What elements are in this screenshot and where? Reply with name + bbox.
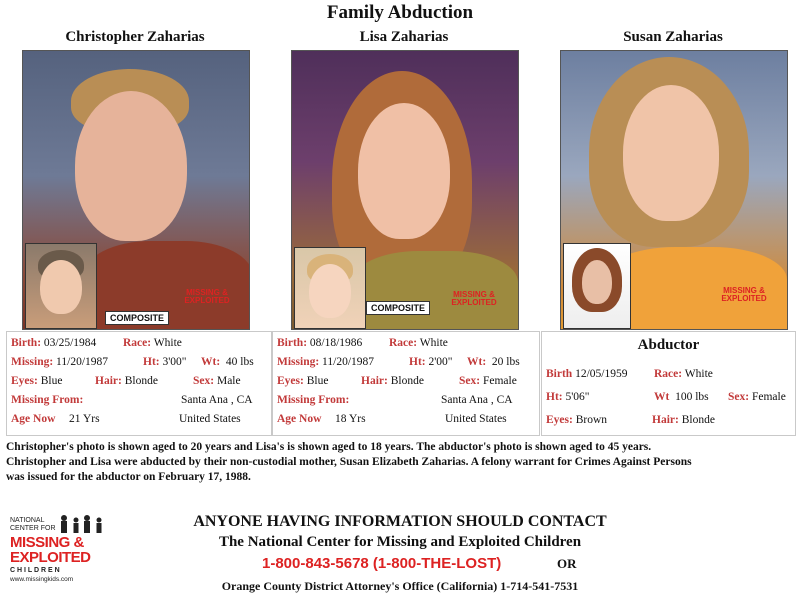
composite-label: COMPOSITE bbox=[366, 301, 430, 315]
birth-label: Birth: bbox=[277, 337, 308, 349]
race-value: White bbox=[684, 368, 713, 380]
abductor-heading: Abductor bbox=[637, 337, 700, 353]
height-value: 5'06" bbox=[565, 391, 590, 403]
sex-label: Sex: bbox=[459, 375, 481, 387]
logo-exploited-text: EXPLOITED bbox=[10, 549, 91, 566]
hair-value: Blonde bbox=[390, 375, 424, 387]
contact-district-attorney: Orange County District Attorney's Office (California) 1-714-541-7531 bbox=[221, 579, 579, 593]
inset-reference-photo-susan bbox=[563, 243, 631, 329]
eyes-value: Blue bbox=[40, 375, 63, 387]
missing-exploited-watermark: MISSING & EXPLOITED bbox=[451, 290, 497, 307]
missing-value: 11/20/1987 bbox=[56, 356, 109, 368]
ncmec-logo bbox=[10, 515, 120, 590]
height-label: Ht: bbox=[143, 356, 160, 368]
sex-value: Female bbox=[482, 375, 517, 387]
eyes-label: Eyes: bbox=[11, 375, 38, 387]
missing-label: Missing: bbox=[277, 356, 320, 368]
description-line-3: was issued for the abductor on February 17, 1988. bbox=[6, 471, 251, 483]
missing-exploited-watermark: MISSING & EXPLOITED bbox=[721, 286, 767, 303]
hair-label: Hair: bbox=[361, 375, 388, 387]
person-name-lisa: Lisa Zaharias bbox=[359, 29, 449, 45]
photo-susan-age-progressed bbox=[560, 50, 788, 330]
height-label: Ht: bbox=[546, 391, 563, 403]
poster-title: Family Abduction bbox=[326, 2, 474, 23]
logo-small-line-2: CENTER FOR bbox=[10, 525, 56, 532]
family-silhouette-icon bbox=[58, 515, 108, 535]
age-now-label: Age Now bbox=[11, 413, 56, 425]
contact-or: OR bbox=[557, 556, 577, 571]
logo-small-line-1: NATIONAL bbox=[10, 517, 45, 524]
missing-value: 11/20/1987 bbox=[322, 356, 375, 368]
race-label: Race: bbox=[654, 368, 683, 380]
age-now-label: Age Now bbox=[277, 413, 322, 425]
birth-value: 12/05/1959 bbox=[575, 368, 628, 380]
sex-value: Male bbox=[216, 375, 241, 387]
description-line-2: Christopher and Lisa were abducted by their non-custodial mother, Susan Elizabeth Zaharias. A felony warrant for Crimes Against Persons bbox=[6, 456, 692, 468]
hair-value: Blonde bbox=[681, 414, 715, 426]
sex-label: Sex: bbox=[728, 391, 750, 403]
birth-label: Birth bbox=[546, 368, 573, 380]
country-value: United States bbox=[179, 413, 241, 425]
inset-childhood-photo-christopher bbox=[25, 243, 97, 329]
country-value: United States bbox=[445, 413, 507, 425]
eyes-value: Brown bbox=[575, 414, 608, 426]
age-now-value: 18 Yrs bbox=[335, 413, 366, 425]
description-line-1: Christopher's photo is shown aged to 20 years and Lisa's is shown aged to 18 years. The abductor's photo is shown aged to 45 years. bbox=[6, 441, 652, 453]
weight-value: 20 lbs bbox=[491, 356, 520, 368]
birth-label: Birth: bbox=[11, 337, 42, 349]
eyes-value: Blue bbox=[306, 375, 329, 387]
logo-missing-text: MISSING & bbox=[10, 534, 84, 551]
contact-organization: The National Center for Missing and Exploited Children bbox=[218, 534, 582, 550]
sex-label: Sex: bbox=[193, 375, 215, 387]
height-label: Ht: bbox=[409, 356, 426, 368]
race-label: Race: bbox=[389, 337, 418, 349]
race-value: White bbox=[153, 337, 182, 349]
person-name-susan: Susan Zaharias bbox=[623, 29, 723, 45]
hair-label: Hair: bbox=[95, 375, 122, 387]
info-box-christopher bbox=[6, 331, 272, 436]
birth-value: 03/25/1984 bbox=[43, 337, 97, 349]
birth-value: 08/18/1986 bbox=[309, 337, 363, 349]
weight-label: Wt: bbox=[467, 356, 487, 368]
info-box-abductor bbox=[541, 331, 796, 436]
weight-value: 40 lbs bbox=[225, 356, 254, 368]
photo-lisa-age-progressed bbox=[291, 50, 519, 330]
sex-value: Female bbox=[751, 391, 786, 403]
eyes-label: Eyes: bbox=[277, 375, 304, 387]
contact-heading: ANYONE HAVING INFORMATION SHOULD CONTACT bbox=[193, 513, 607, 530]
case-description bbox=[6, 440, 796, 485]
missing-from-value: Santa Ana , CA bbox=[441, 394, 513, 406]
inset-childhood-photo-lisa bbox=[294, 247, 366, 329]
age-now-value: 21 Yrs bbox=[69, 413, 100, 425]
contact-phone: 1-800-843-5678 (1-800-THE-LOST) bbox=[262, 555, 502, 572]
race-label: Race: bbox=[123, 337, 152, 349]
eyes-label: Eyes: bbox=[546, 414, 573, 426]
race-value: White bbox=[419, 337, 448, 349]
missing-from-label: Missing From: bbox=[277, 394, 350, 406]
weight-label: Wt bbox=[654, 391, 670, 403]
logo-children-text: C H I L D R E N bbox=[10, 567, 60, 574]
photo-christopher-age-progressed bbox=[22, 50, 250, 330]
hair-value: Blonde bbox=[124, 375, 158, 387]
height-value: 2'00" bbox=[428, 356, 453, 368]
height-value: 3'00" bbox=[162, 356, 187, 368]
missing-from-label: Missing From: bbox=[11, 394, 84, 406]
missing-label: Missing: bbox=[11, 356, 54, 368]
weight-label: Wt: bbox=[201, 356, 221, 368]
person-name-christopher: Christopher Zaharias bbox=[65, 29, 205, 45]
hair-label: Hair: bbox=[652, 414, 679, 426]
missing-exploited-watermark: MISSING & EXPLOITED bbox=[184, 288, 230, 305]
logo-url-text: www.missingkids.com bbox=[10, 576, 74, 583]
missing-from-value: Santa Ana , CA bbox=[181, 394, 253, 406]
composite-label: COMPOSITE bbox=[105, 311, 169, 325]
info-box-lisa bbox=[272, 331, 540, 436]
weight-value: 100 lbs bbox=[675, 391, 709, 403]
